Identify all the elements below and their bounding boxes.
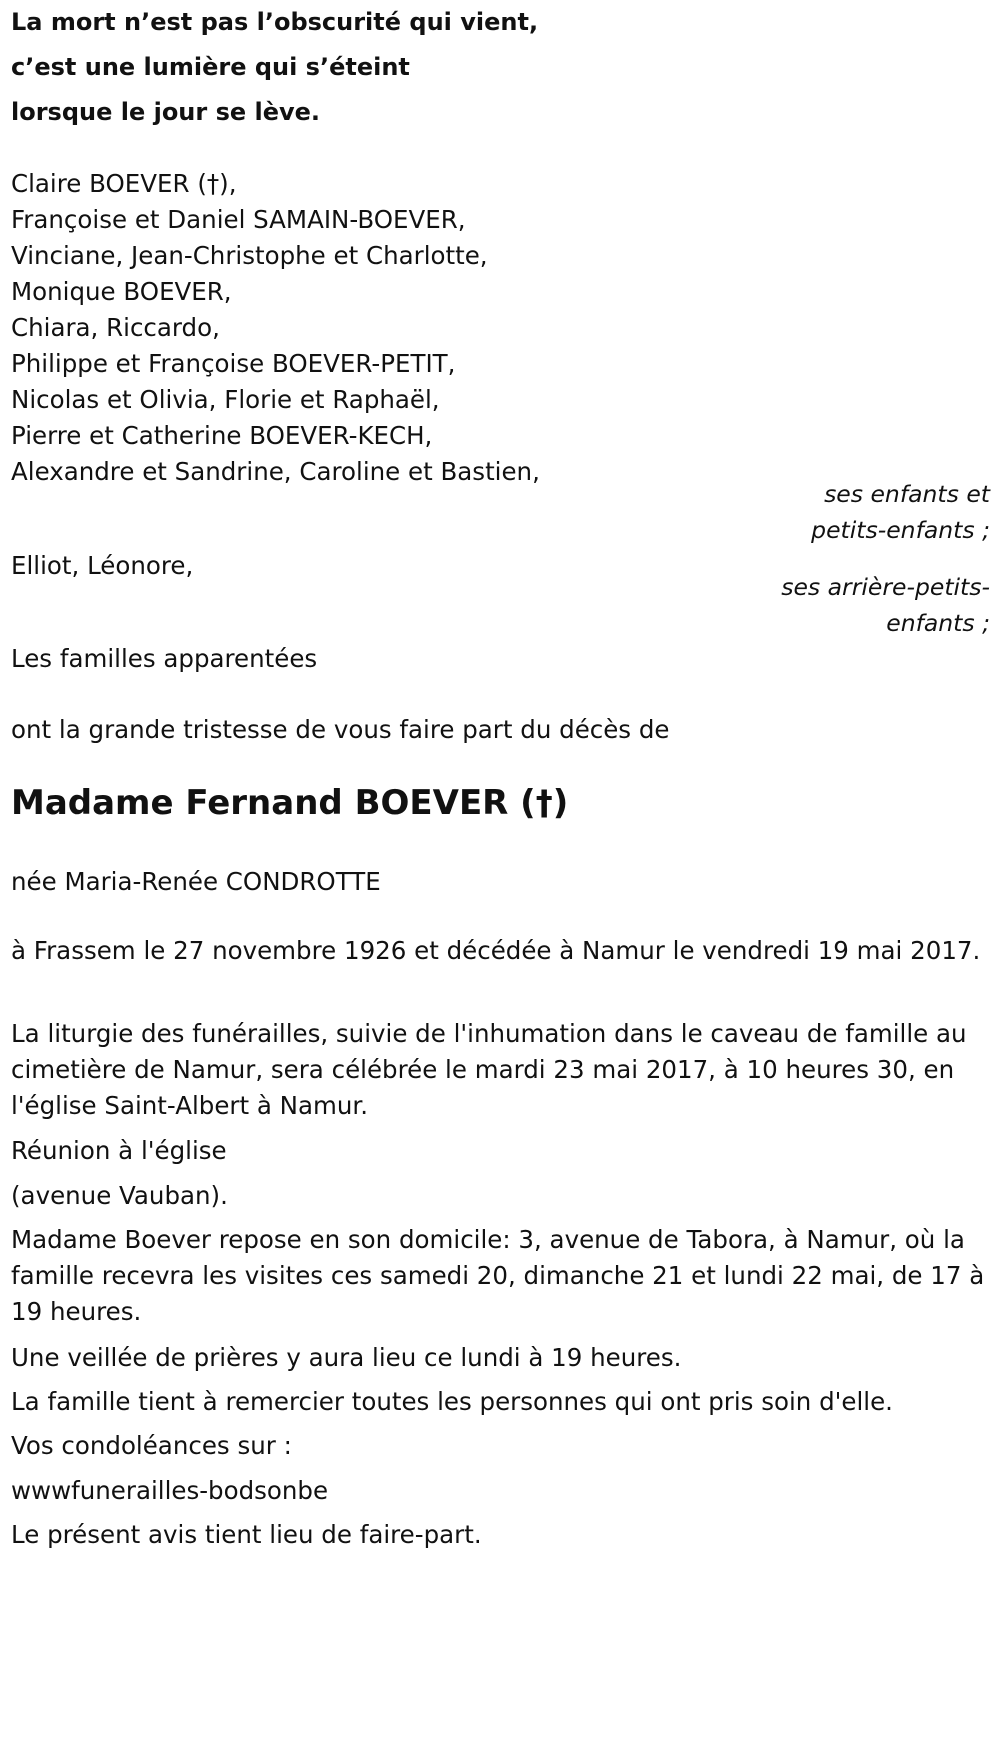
children-relation-line-2: petits-enfants ; — [811, 516, 990, 544]
family-member: Chiara, Riccardo, — [11, 313, 220, 342]
condolences-line: Vos condoléances sur : — [11, 1431, 292, 1460]
deceased-name: Madame Fernand BOEVER (†) — [11, 783, 569, 823]
family-member: Nicolas et Olivia, Florie et Raphaël, — [11, 385, 440, 414]
meeting-line: Réunion à l'église — [11, 1136, 227, 1165]
family-member: Philippe et Françoise BOEVER-PETIT, — [11, 349, 456, 378]
repose-paragraph: Madame Boever repose en son domicile: 3, avenue de Tabora, à Namur, où la famille recevra les visites ces samedi 20, dimanche 21 et lundi 22 mai, de 17 à 19 heures. — [11, 1225, 985, 1326]
family-member: Monique BOEVER, — [11, 277, 232, 306]
birth-death-paragraph: à Frassem le 27 novembre 1926 et décédée à Namur le vendredi 19 mai 2017. — [11, 936, 981, 965]
family-member: Vinciane, Jean-Christophe et Charlotte, — [11, 241, 488, 270]
vigil-line: Une veillée de prières y aura lieu ce lundi à 19 heures. — [11, 1343, 682, 1372]
great-relation-line-1: ses arrière-petits- — [781, 573, 990, 601]
announcement-line: ont la grande tristesse de vous faire part du décès de — [11, 715, 670, 744]
family-member: Claire BOEVER (†), — [11, 169, 237, 198]
great-grandchildren: Elliot, Léonore, — [11, 551, 194, 580]
family-member: Françoise et Daniel SAMAIN-BOEVER, — [11, 205, 466, 234]
poem-line-3: lorsque le jour se lève. — [11, 98, 321, 126]
website-line: wwwfunerailles-bodsonbe — [11, 1476, 329, 1505]
notice-line: Le présent avis tient lieu de faire-part. — [11, 1520, 482, 1549]
children-relation-line-1: ses enfants et — [824, 480, 990, 508]
great-relation-line-2: enfants ; — [886, 609, 990, 637]
family-member: Alexandre et Sandrine, Caroline et Bastien, — [11, 457, 540, 486]
thanks-line: La famille tient à remercier toutes les personnes qui ont pris soin d'elle. — [11, 1387, 893, 1416]
meeting-place-line: (avenue Vauban). — [11, 1181, 228, 1210]
funeral-paragraph: La liturgie des funérailles, suivie de l'inhumation dans le caveau de famille au cimetière de Namur, sera célébrée le mardi 23 mai 2017, à 10 heures 30, en l'église Saint-Albert à Namur. — [11, 1019, 967, 1120]
poem-line-1: La mort n’est pas l’obscurité qui vient, — [11, 8, 539, 36]
family-member: Pierre et Catherine BOEVER-KECH, — [11, 421, 433, 450]
poem-line-2: c’est une lumière qui s’éteint — [11, 53, 410, 81]
relatives-line: Les familles apparentées — [11, 644, 318, 673]
maiden-name: née Maria-Renée CONDROTTE — [11, 867, 381, 896]
